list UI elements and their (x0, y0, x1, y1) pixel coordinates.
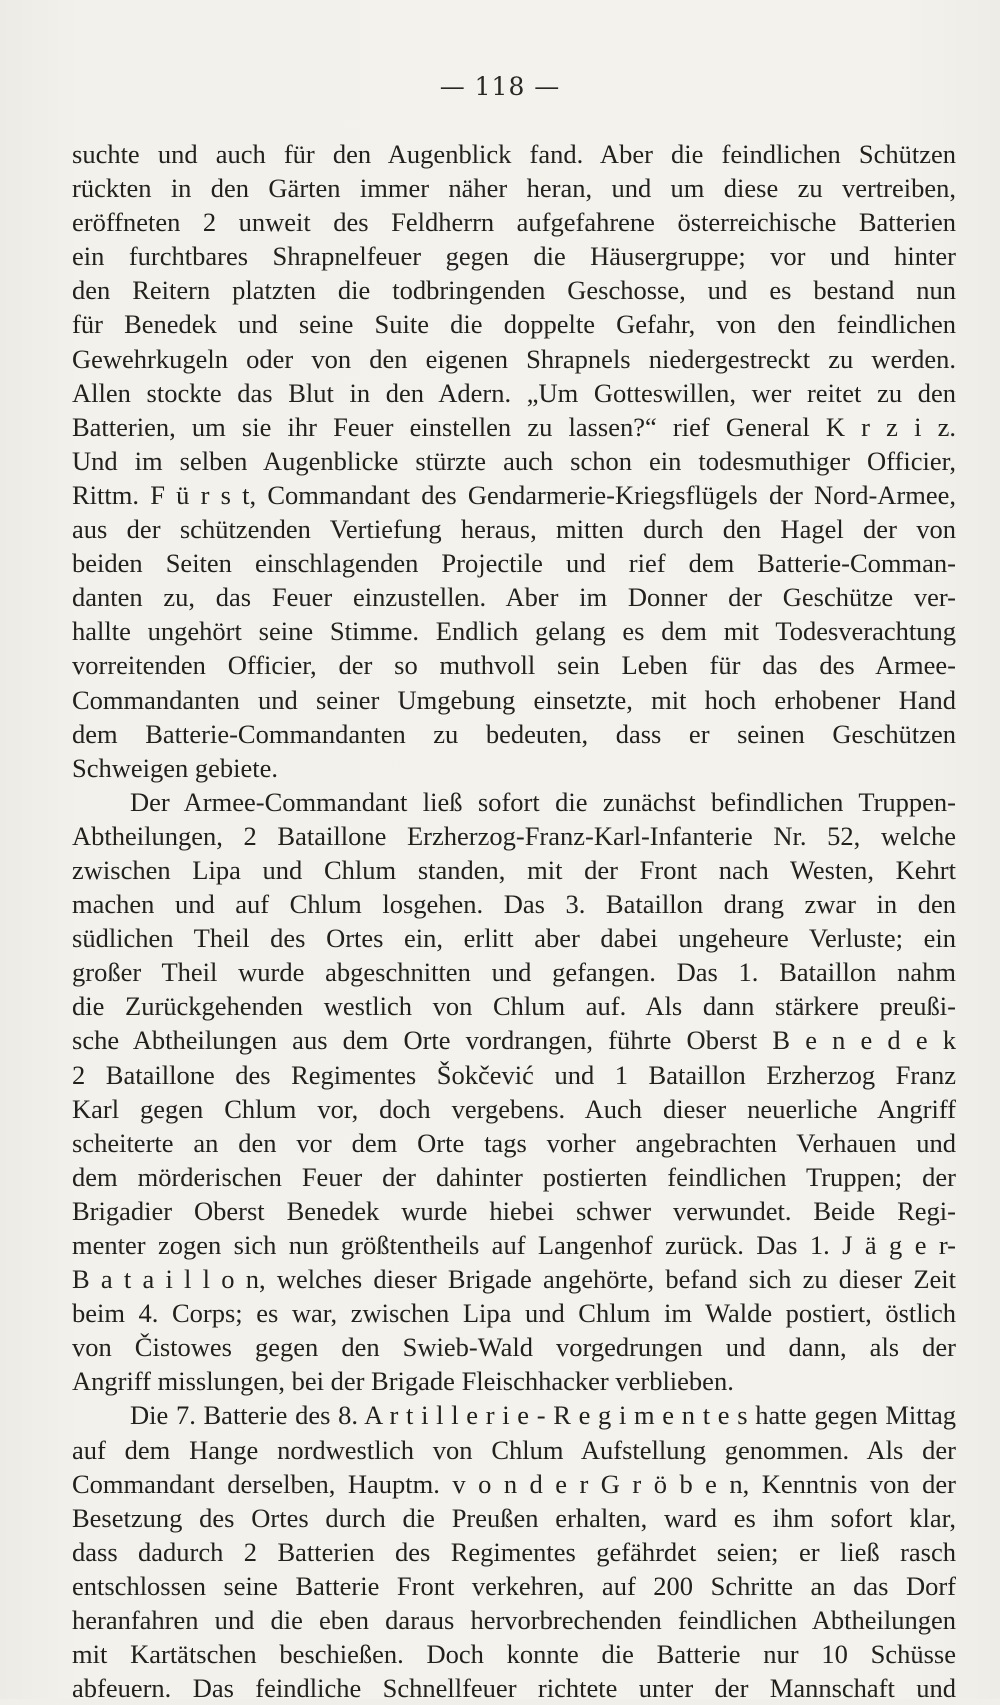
text-line: dem mörderischen Feuer der dahinter postierten feindlichen Truppen; der (72, 1161, 956, 1192)
page-number: — 118 — (439, 72, 561, 101)
text-line: Rittm. F ü r s t, Commandant des Gendarmerie-Kriegsflügels der Nord-Armee, (72, 479, 956, 510)
text-line: Commandanten und seiner Umgebung einsetzte, mit hoch erhobener Hand (72, 684, 956, 715)
text-line: menter zogen sich nun größtentheils auf Langenhof zurück. Das 1. J ä g e r- (72, 1230, 956, 1260)
text-line: mit Kartätschen beschießen. Doch konnte die Batterie nur 10 Schüsse (72, 1639, 956, 1670)
text-line: Allen stockte das Blut in den Adern. „Um Gotteswillen, wer reitet zu den (72, 377, 956, 408)
text-line: ein furchtbares Shrapnelfeuer gegen die Häusergruppe; vor und hinter (72, 241, 956, 272)
text-line: von Čistowes gegen den Swieb-Wald vorgedrungen und dann, als der (72, 1332, 956, 1363)
text-line: sche Abtheilungen aus dem Orte vordrangen, führte Oberst B e n e d e k (72, 1025, 956, 1056)
text-line: Abtheilungen, 2 Bataillone Erzherzog-Franz-Karl-Infanterie Nr. 52, welche (72, 820, 956, 851)
text-line: dass dadurch 2 Batterien des Regimentes gefährdet seien; er ließ rasch (72, 1536, 956, 1567)
text-line: scheiterte an den vor dem Orte tags vorher angebrachten Verhauen und (72, 1127, 956, 1158)
text-line: Karl gegen Chlum vor, doch vergebens. Auch dieser neuerliche Angriff (72, 1093, 956, 1124)
text-line: heranfahren und die eben daraus hervorbrechenden feindlichen Abtheilungen (72, 1605, 956, 1636)
text-line: Der Armee-Commandant ließ sofort die zunächst befindlichen Truppen- (130, 786, 956, 817)
text-line: Batterien, um sie ihr Feuer einstellen zu lassen?“ rief General K r z i z. (72, 411, 956, 442)
text-line: Besetzung des Ortes durch die Preußen erhalten, ward es ihm sofort klar, (72, 1502, 956, 1533)
text-line: Die 7. Batterie des 8. A r t i l l e r i e - R e g i m e n t e s hatte gegen Mittag (130, 1400, 956, 1431)
text-line: Schweigen gebiete. (72, 752, 279, 783)
text-line: vorreitenden Officier, der so muthvoll sein Leben für das des Armee- (72, 650, 956, 681)
text-line: südlichen Theil des Ortes ein, erlitt aber dabei ungeheure Verluste; ein (72, 923, 956, 954)
text-line: beiden Seiten einschlagenden Projectile und rief dem Batterie-Comman- (72, 548, 956, 579)
text-line: aus der schützenden Vertiefung heraus, mitten durch den Hagel der von (72, 514, 956, 545)
text-line: dem Batterie-Commandanten zu bedeuten, dass er seinen Geschützen (72, 718, 956, 749)
text-line: für Benedek und seine Suite die doppelte Gefahr, von den feindlichen (72, 309, 956, 340)
text-line: beim 4. Corps; es war, zwischen Lipa und Chlum im Walde postiert, östlich (72, 1298, 956, 1329)
text-line: Brigadier Oberst Benedek wurde hiebei schwer verwundet. Beide Regi- (72, 1195, 956, 1226)
text-line: abfeuern. Das feindliche Schnellfeuer richtete unter der Mannschaft und (72, 1673, 956, 1704)
text-line: auf dem Hange nordwestlich von Chlum Aufstellung genommen. Als der (72, 1434, 956, 1465)
text-line: danten zu, das Feuer einzustellen. Aber im Donner der Geschütze ver- (72, 582, 956, 613)
text-line: machen und auf Chlum losgehen. Das 3. Bataillon drang zwar in den (72, 889, 956, 920)
text-line: 2 Bataillone des Regimentes Šokčević und 1 Bataillon Erzherzog Franz (72, 1059, 956, 1090)
text-line: großer Theil wurde abgeschnitten und gefangen. Das 1. Bataillon nahm (72, 957, 956, 988)
text-line: hallte ungehört seine Stimme. Endlich gelang es dem mit Todesverachtung (72, 616, 956, 647)
text-line: B a t a i l l o n, welches dieser Brigade angehörte, befand sich zu dieser Zeit (72, 1264, 956, 1295)
text-line: zwischen Lipa und Chlum standen, mit der Front nach Westen, Kehrt (72, 854, 956, 885)
body-text (72, 137, 956, 1705)
text-line: die Zurückgehenden westlich von Chlum auf. Als dann stärkere preußi- (72, 991, 956, 1022)
text-line: Angriff misslungen, bei der Brigade Fleischhacker verblieben. (72, 1366, 734, 1397)
text-line: rückten in den Gärten immer näher heran, und um diese zu vertreiben, (72, 173, 956, 204)
text-line: den Reitern platzten die todbringenden Geschosse, und es bestand nun (72, 275, 956, 306)
text-line: entschlossen seine Batterie Front verkehren, auf 200 Schritte an das Dorf (72, 1570, 956, 1601)
text-line: suchte und auch für den Augenblick fand. Aber die feindlichen Schützen (72, 139, 956, 169)
text-line: Commandant derselben, Hauptm. v o n d e r G r ö b e n, Kenntnis von der (72, 1468, 956, 1499)
text-line: Gewehrkugeln oder von den eigenen Shrapnels niedergestreckt zu werden. (72, 343, 956, 374)
text-line: eröffneten 2 unweit des Feldherrn aufgefahrene österreichische Batterien (72, 207, 956, 238)
text-line: Und im selben Augenblicke stürzte auch schon ein todesmuthiger Officier, (72, 445, 956, 476)
